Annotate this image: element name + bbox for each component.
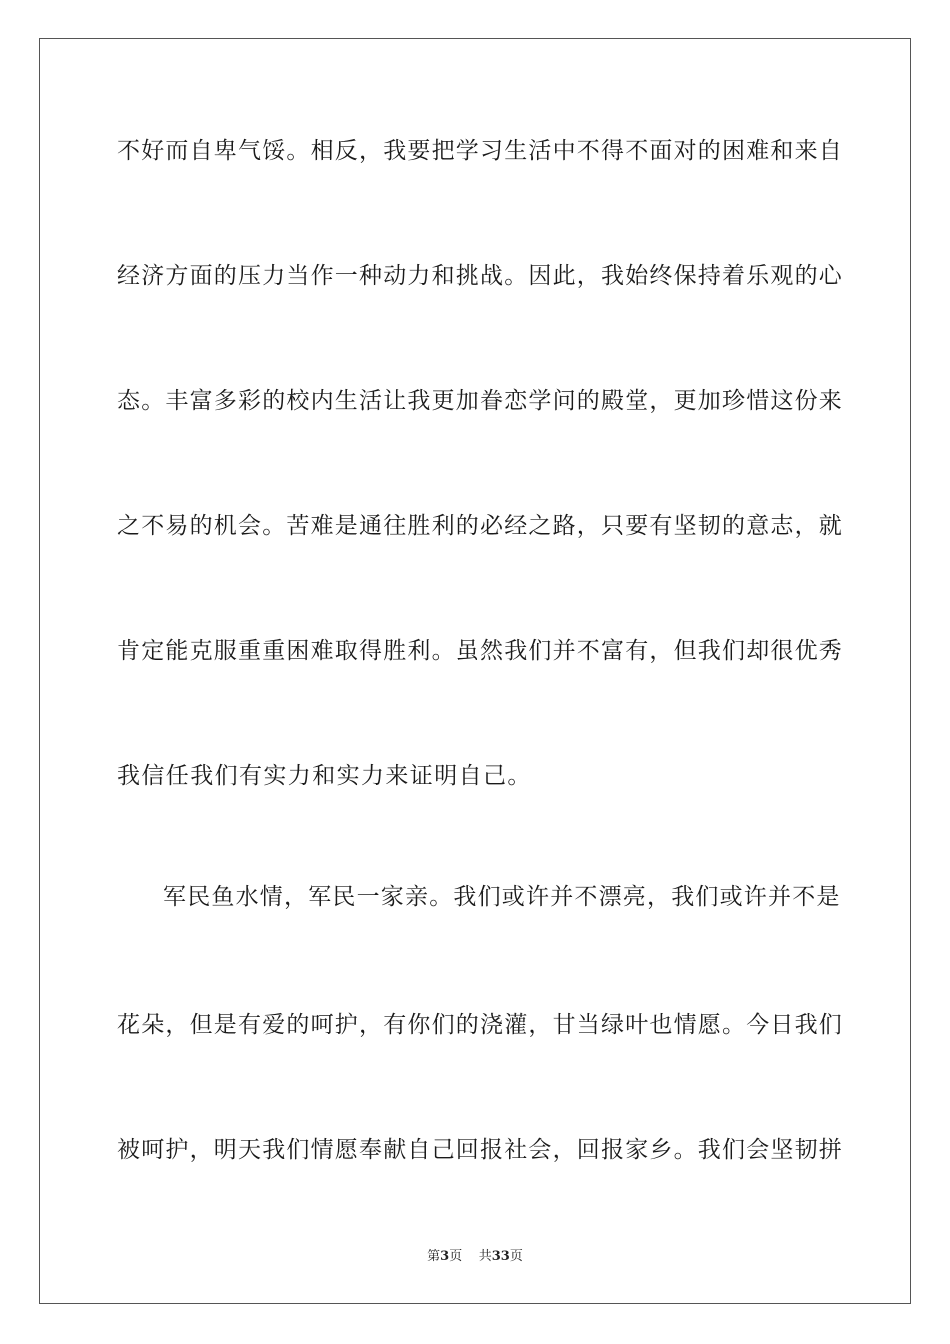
page-number: 3 [440, 1249, 450, 1264]
text-line: 我信任我们有实力和实力来证明自己。 [117, 763, 532, 789]
text-line: 态。丰富多彩的校内生活让我更加眷恋学问的殿堂，更加珍惜这份来 [117, 388, 843, 414]
paragraph-first-line: 军民鱼水情，军民一家亲。我们或许并不漂亮，我们或许并不是 [163, 884, 841, 910]
text-line: 肯定能克服重重困难取得胜利。虽然我们并不富有，但我们却很优秀 [117, 638, 843, 664]
total-pages: 33 [491, 1249, 510, 1264]
text-line: 被呵护，明天我们情愿奉献自己回报社会，回报家乡。我们会坚韧拼 [117, 1137, 843, 1163]
total-prefix: 共 [478, 1249, 492, 1264]
text-line: 不好而自卑气馁。相反，我要把学习生活中不得不面对的困难和来自 [117, 138, 843, 164]
page-prefix: 第 [427, 1249, 441, 1264]
text-line: 之不易的机会。苦难是通往胜利的必经之路，只要有坚韧的意志，就 [117, 513, 843, 539]
text-line: 经济方面的压力当作一种动力和挑战。因此，我始终保持着乐观的心 [117, 263, 843, 289]
total-suffix: 页 [509, 1249, 523, 1264]
page-footer [0, 1248, 950, 1266]
page-suffix: 页 [449, 1249, 463, 1264]
page-border [39, 38, 911, 1304]
text-line: 花朵，但是有爱的呵护，有你们的浇灌，甘当绿叶也情愿。今日我们 [117, 1012, 843, 1038]
